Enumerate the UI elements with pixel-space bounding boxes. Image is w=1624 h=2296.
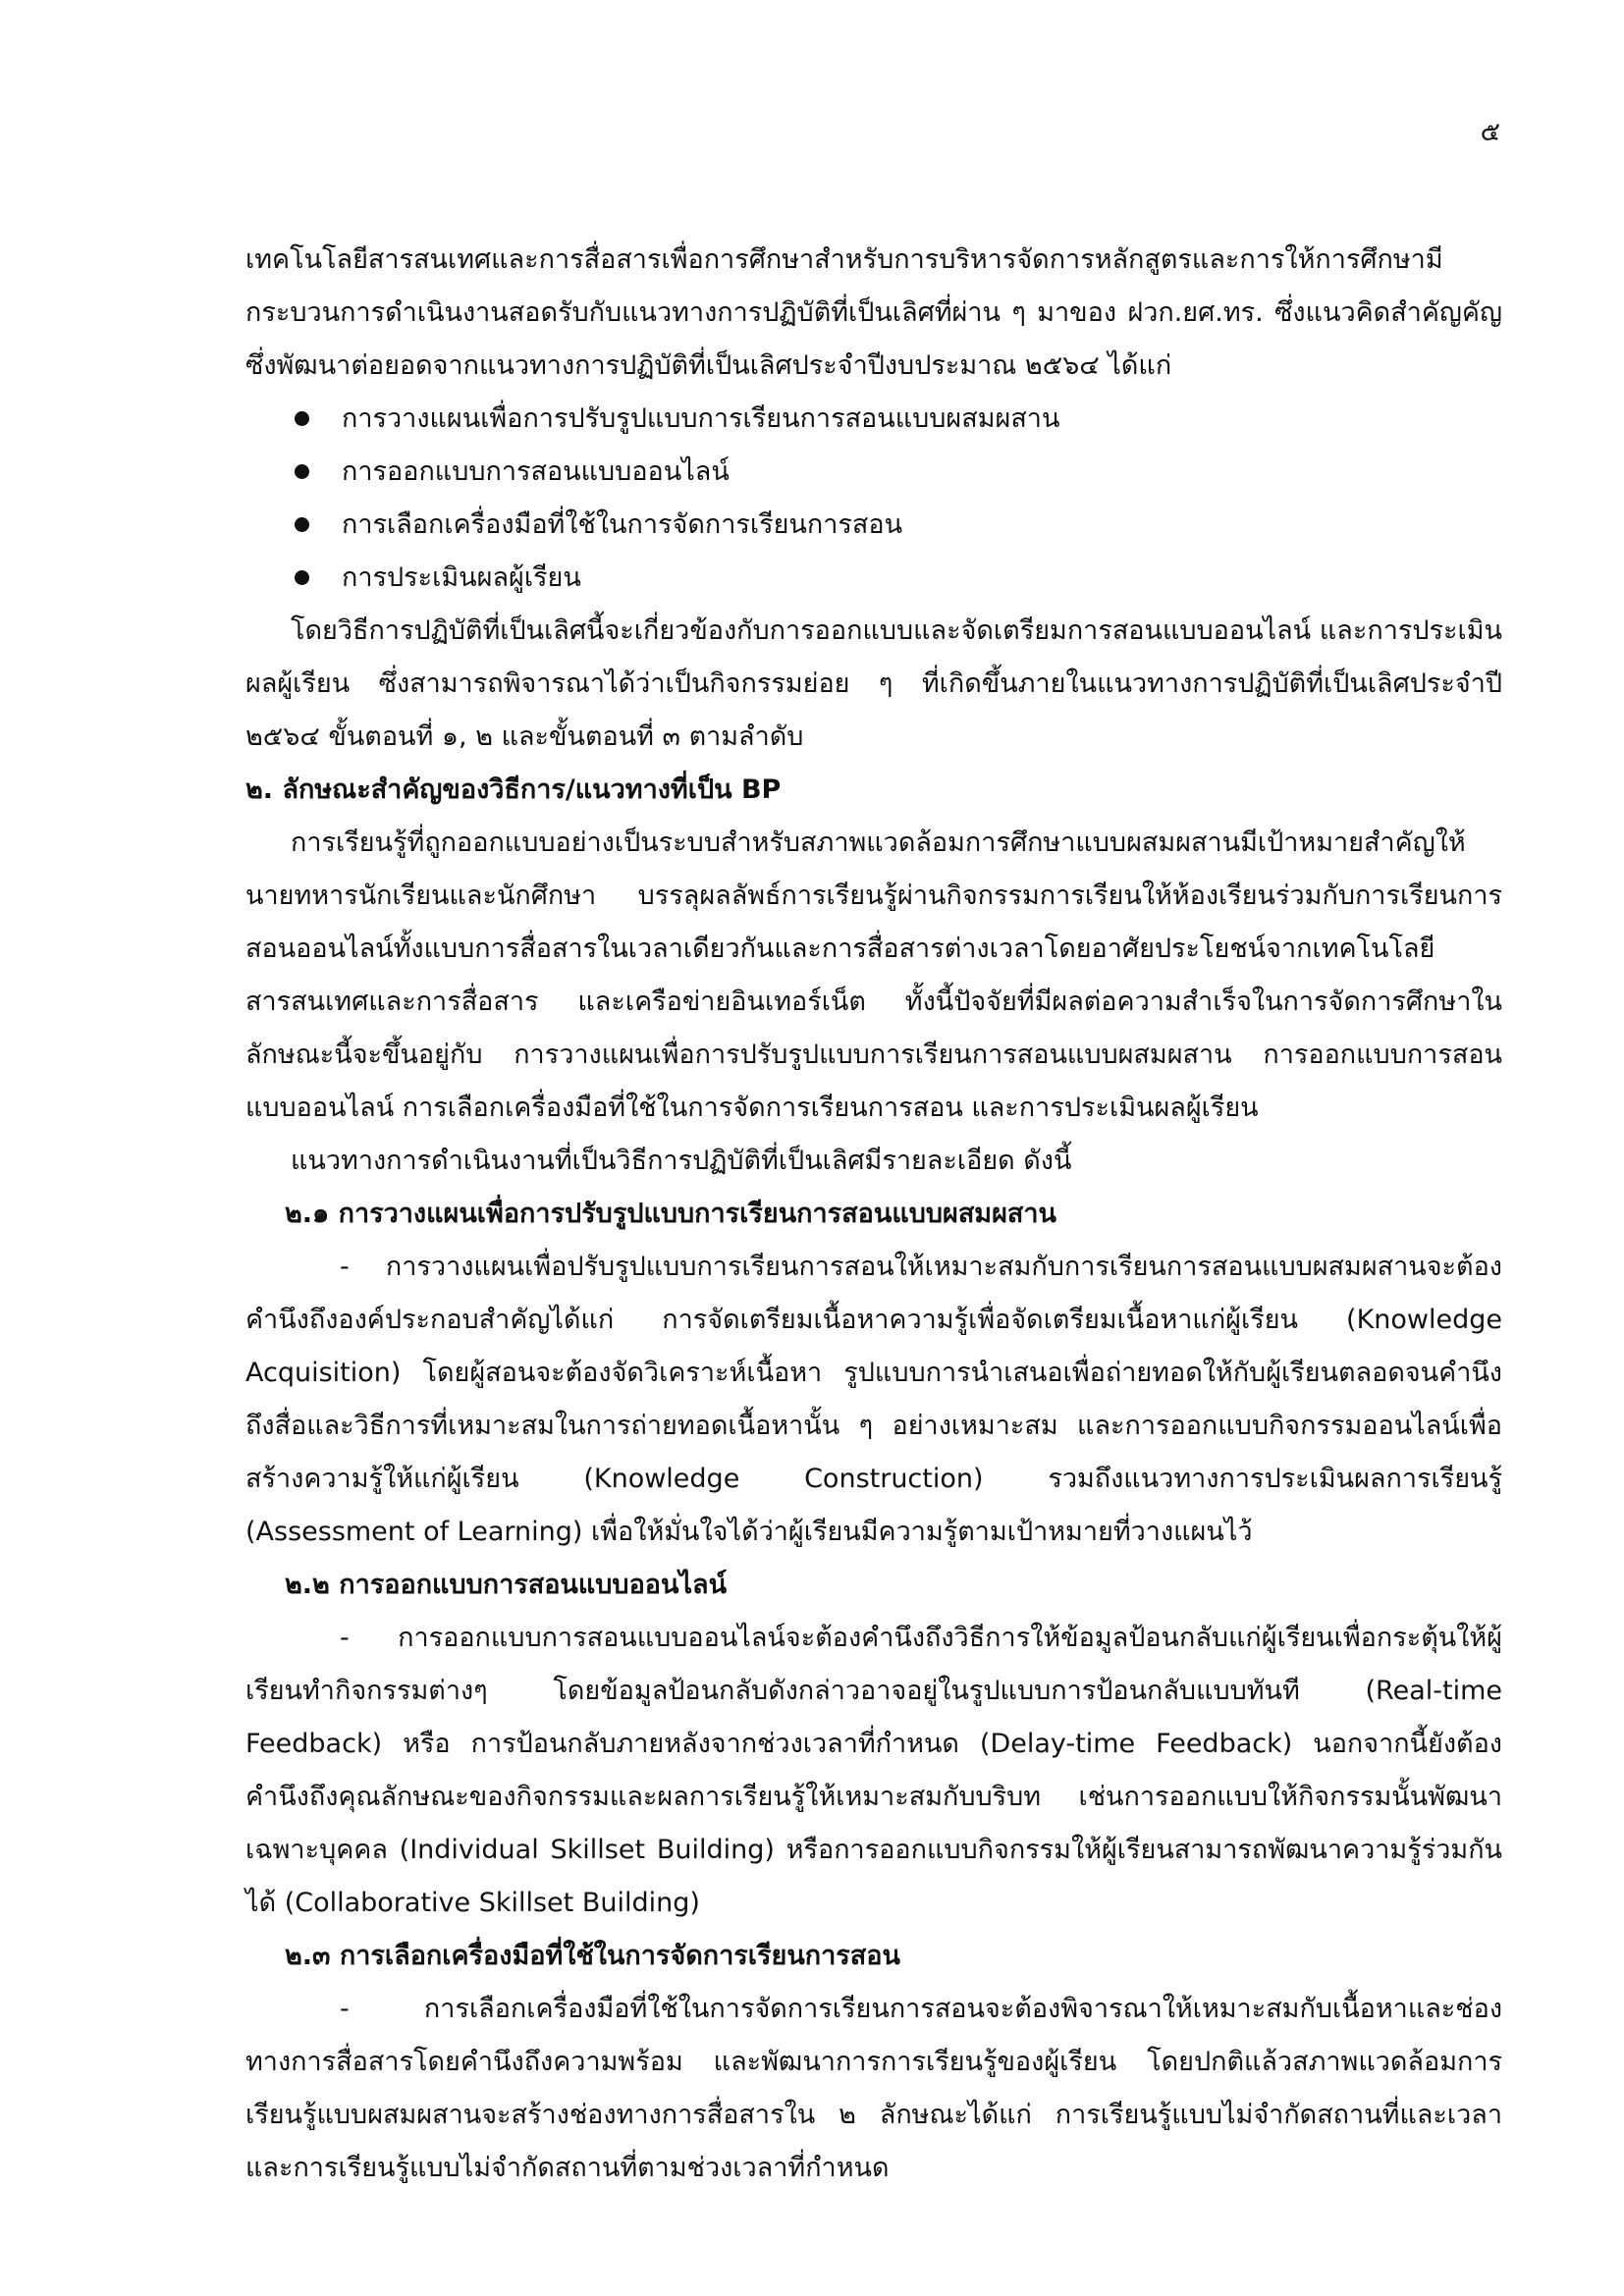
list-item-text: การเลือกเครื่องมือที่ใช้ในการจัดการเรียนการสอน bbox=[342, 509, 903, 540]
subsection-2-2-paragraph: - การออกแบบการสอนแบบออนไลน์จะต้องคำนึงถึงวิธีการให้ข้อมูลป้อนกลับแก่ผู้เรียนเพื่อกระตุ้นให้ผู้เรียนทำกิจกรรมต่างๆ โดยข้อมูลป้อนกลับดังกล่าวอาจอยู่ในรูปแบบการป้อนกลับแบบทันที (Real-time Feedback) หรือ การป้อนกลับภายหลังจากช่วงเวลาที่กำหนด (Delay-time Feedback) นอกจากนี้ยังต้องคำนึงถึงคุณลักษณะของกิจกรรมและผลการเรียนรู้ให้เหมาะสมกับบริบท เช่นการออกแบบให้กิจกรรมนั้นพัฒนาเฉพาะบุคคล (Individual Skillset Building) หรือการออกแบบกิจกรรมให้ผู้เรียนสามารถพัฒนาความรู้ร่วมกันได้ (Collaborative Skillset Building) bbox=[245, 1623, 1502, 1918]
page-number: ๕ bbox=[1480, 117, 1500, 147]
subsection-2-2-heading: ๒.๒ การออกแบบการสอนแบบออนไลน์ bbox=[285, 1570, 728, 1600]
list-item bbox=[295, 499, 1502, 552]
page-content bbox=[245, 234, 1502, 2195]
section-2-intro-line: แนวทางการดำเนินงานที่เป็นวิธีการปฏิบัติที่เป็นเลิศมีรายละเอียด ดังนี้ bbox=[291, 1146, 1072, 1176]
list-item bbox=[295, 393, 1502, 446]
intro-paragraph: เทคโนโลยีสารสนเทศและการสื่อสารเพื่อการศึกษาสำหรับการบริหารจัดการหลักสูตรและการให้การศึกษามีกระบวนการดำเนินงานสอดรับกับแนวทางการปฏิบัติที่เป็นเลิศที่ผ่าน ๆ มาของ ฝวก.ยศ.ทร. ซึ่งแนวคิดสำคัญคัญซึ่งพัฒนาต่อยอดจากแนวทางการปฏิบัติที่เป็นเลิศประจำปีงบประมาณ ๒๕๖๔ ได้แก่ bbox=[245, 244, 1502, 381]
intro-closing-paragraph: โดยวิธีการปฏิบัติที่เป็นเลิศนี้จะเกี่ยวข้องกับการออกแบบและจัดเตรียมการสอนแบบออนไลน์ และการประเมินผลผู้เรียน ซึ่งสามารถพิจารณาได้ว่าเป็นกิจกรรมย่อย ๆ ที่เกิดขึ้นภายในแนวทางการปฏิบัติที่เป็นเลิศประจำปี ๒๕๖๔ ขั้นตอนที่ ๑, ๒ และขั้นตอนที่ ๓ ตามลำดับ bbox=[245, 615, 1502, 752]
subsection-2-1-heading: ๒.๑ การวางแผนเพื่อการปรับรูปแบบการเรียนการสอนแบบผสมผสาน bbox=[285, 1199, 1057, 1229]
bullet-list bbox=[245, 393, 1502, 605]
subsection-2-3-heading: ๒.๓ การเลือกเครื่องมือที่ใช้ในการจัดการเรียนการสอน bbox=[285, 1941, 900, 1971]
bullet-icon bbox=[295, 570, 309, 585]
list-item bbox=[295, 552, 1502, 605]
list-item bbox=[295, 446, 1502, 499]
bullet-icon bbox=[295, 517, 309, 532]
section-2-paragraph: การเรียนรู้ที่ถูกออกแบบอย่างเป็นระบบสำหรับสภาพแวดล้อมการศึกษาแบบผสมผสานมีเป้าหมายสำคัญให้นายทหารนักเรียนและนักศึกษา บรรลุผลลัพธ์การเรียนรู้ผ่านกิจกรรมการเรียนให้ห้องเรียนร่วมกับการเรียนการสอนออนไลน์ทั้งแบบการสื่อสารในเวลาเดียวกันและการสื่อสารต่างเวลาโดยอาศัยประโยชน์จากเทคโนโลยีสารสนเทศและการสื่อสาร และเครือข่ายอินเทอร์เน็ต ทั้งนี้ปัจจัยที่มีผลต่อความสำเร็จในการจัดการศึกษาในลักษณะนี้จะขึ้นอยู่กับ การวางแผนเพื่อการปรับรูปแบบการเรียนการสอนแบบผสมผสาน การออกแบบการสอนแบบออนไลน์ การเลือกเครื่องมือที่ใช้ในการจัดการเรียนการสอน และการประเมินผลผู้เรียน bbox=[245, 828, 1502, 1123]
list-item-text: การออกแบบการสอนแบบออนไลน์ bbox=[342, 456, 730, 487]
list-item-text: การประเมินผลผู้เรียน bbox=[342, 562, 581, 593]
list-item-text: การวางแผนเพื่อการปรับรูปแบบการเรียนการสอนแบบผสมผสาน bbox=[342, 403, 1060, 434]
bullet-icon bbox=[295, 411, 309, 426]
bullet-icon bbox=[295, 464, 309, 479]
subsection-2-3-paragraph: - การเลือกเครื่องมือที่ใช้ในการจัดการเรียนการสอนจะต้องพิจารณาให้เหมาะสมกับเนื้อหาและช่องทางการสื่อสารโดยคำนึงถึงความพร้อม และพัฒนาการการเรียนรู้ของผู้เรียน โดยปกติแล้วสภาพแวดล้อมการเรียนรู้แบบผสมผสานจะสร้างช่องทางการสื่อสารใน ๒ ลักษณะได้แก่ การเรียนรู้แบบไม่จำกัดสถานที่และเวลา และการเรียนรู้แบบไม่จำกัดสถานที่ตามช่วงเวลาที่กำหนด bbox=[245, 1994, 1502, 2183]
section-2-heading: ๒. ลักษณะสำคัญของวิธีการ/แนวทางที่เป็น BP bbox=[245, 774, 782, 805]
subsection-2-1-paragraph: - การวางแผนเพื่อปรับรูปแบบการเรียนการสอนให้เหมาะสมกับการเรียนการสอนแบบผสมผสานจะต้องคำนึงถึงองค์ประกอบสำคัญได้แก่ การจัดเตรียมเนื้อหาความรู้เพื่อจัดเตรียมเนื้อหาแก่ผู้เรียน (Knowledge Acquisition) โดยผู้สอนจะต้องจัดวิเคราะห์เนื้อหา รูปแบบการนำเสนอเพื่อถ่ายทอดให้กับผู้เรียนตลอดจนคำนึงถึงสื่อและวิธีการที่เหมาะสมในการถ่ายทอดเนื้อหานั้น ๆ อย่างเหมาะสม และการออกแบบกิจกรรมออนไลน์เพื่อสร้างความรู้ให้แก่ผู้เรียน (Knowledge Construction) รวมถึงแนวทางการประเมินผลการเรียนรู้ (Assessment of Learning) เพื่อให้มั่นใจได้ว่าผู้เรียนมีความรู้ตามเป้าหมายที่วางแผนไว้ bbox=[245, 1252, 1502, 1547]
